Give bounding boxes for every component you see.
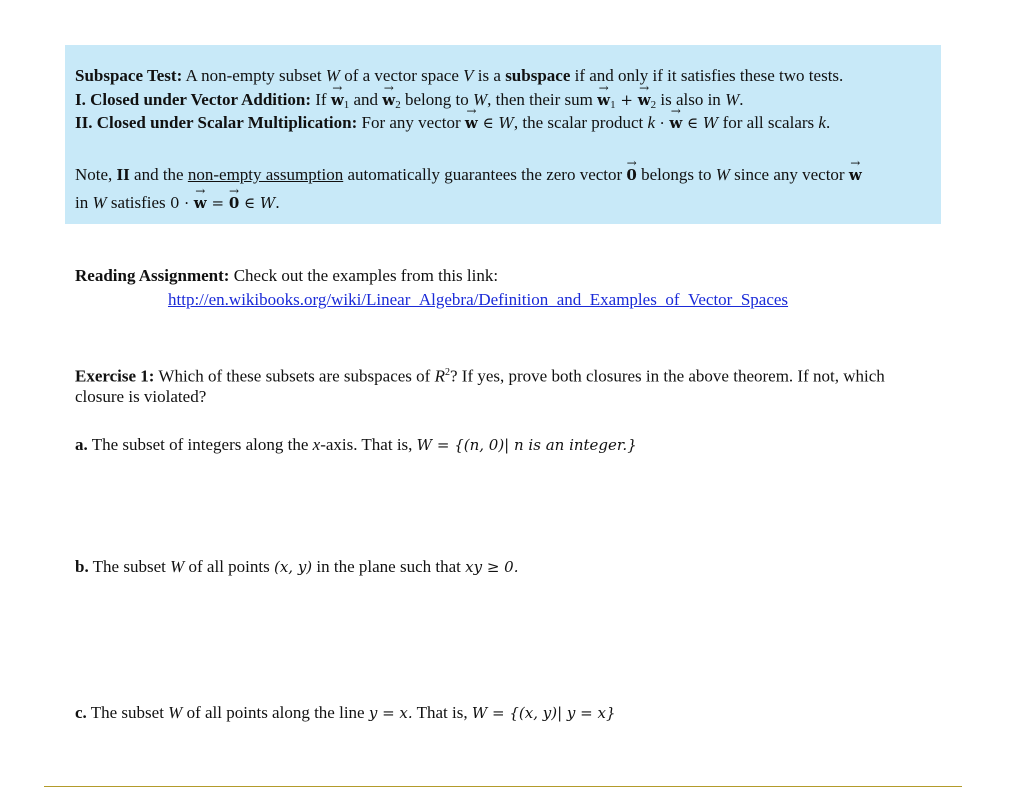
closure-I-label: I. Closed under Vector Addition: (75, 90, 311, 109)
footer-divider (44, 786, 962, 787)
theorem-line-I: I. Closed under Vector Addition: $If \to w_1$ and → $w_2$ belong to W, then their sum → $w_1$ + → $w_2$ is also in W. (75, 89, 743, 116)
theorem-line-II: II. Closed under Scalar Multiplication: For any vector → w ∈ W, the scalar product k · → w ∈ W for all scalars k. (75, 112, 830, 134)
theorem-box (65, 45, 941, 224)
set-notation-a: W = {(n, 0)| n is an integer.} (416, 436, 637, 454)
exercise-part-a: a. The subset of integers along the x-axis. That is, W = {(n, 0)| n is an integer.} (75, 435, 637, 454)
exercise-label: Exercise 1: (75, 366, 155, 386)
reading-label: Reading Assignment: (75, 266, 230, 285)
inequality-b: xy ≥ 0. (465, 558, 519, 576)
theorem-note-line-1: Note, II and the non-empty assumption automatically guarantees the zero vector → 0 belongs to W since any vector → w (75, 164, 862, 186)
exercise-question-line-1: Exercise 1: Which of these subsets are subspaces of $R^2$? If yes, prove both closures in the above theorem. If not, which (75, 366, 885, 386)
exercise-part-b: b. The subset W of all points (x, y) in the plane such that xy ≥ 0. (75, 557, 519, 576)
closure-II-label: II. Closed under Scalar Multiplication: (75, 113, 358, 132)
reading-link-line (168, 289, 788, 311)
exercise-question-line-2: closure is violated? (75, 387, 207, 406)
exercise-part-c: c. The subset W of all points along the line y = x. That is, W = {(x, y)| y = x} (75, 703, 616, 722)
theorem-title: Subspace Test: (75, 66, 183, 85)
theorem-note-line-2: in W satisfies 0 · → w = → 0 ∈ W. (75, 192, 280, 214)
reading-assignment: Reading Assignment: Check out the examples from this link: (75, 266, 499, 285)
non-empty-assumption-text: non-empty assumption (187, 165, 344, 184)
wikibooks-link[interactable]: http://en.wikibooks.org/wiki/Linear_Algebra/Definition_and_Examples_of_Vector_Spaces (168, 290, 789, 309)
set-notation-c: W = {(x, y)| y = x} (471, 704, 616, 722)
theorem-line-1: Subspace Test: A non-empty subset W of a vector space V is a subspace if and only if it satisfies these two tests. (75, 66, 844, 85)
